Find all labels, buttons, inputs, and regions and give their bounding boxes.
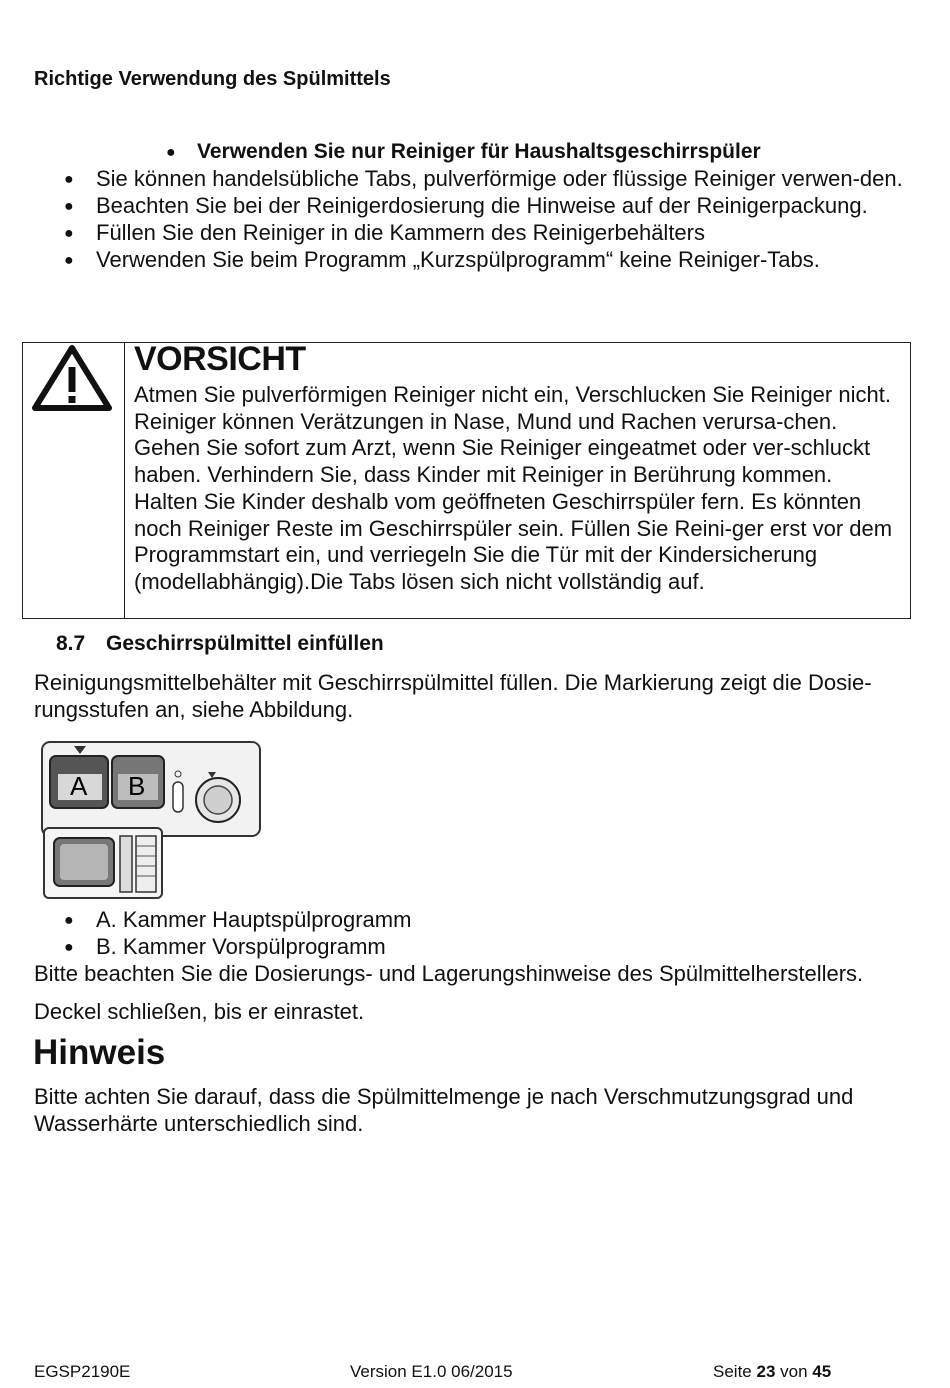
figure-label-b: B	[128, 771, 146, 801]
section-title: Geschirrspülmittel einfüllen	[106, 632, 384, 655]
detergent-dispenser-figure	[40, 740, 262, 900]
bold-bullet-list	[0, 138, 950, 165]
section-number: 8.7	[56, 632, 86, 655]
footer-version: Version E1.0 06/2015	[350, 1362, 513, 1381]
bullet-icon: ●	[64, 198, 74, 215]
footer-page-total: 45	[812, 1362, 832, 1381]
hint-heading: Hinweis	[33, 1033, 166, 1072]
list-item: ● B. Kammer Vorspülprogramm	[64, 934, 386, 959]
list-item: ● Verwenden Sie beim Programm „Kurzspülprogramm“ keine Reiniger-Tabs.	[64, 247, 820, 272]
paragraph-note: Bitte beachten Sie die Dosierungs- und Lagerungshinweise des Spülmittelherstellers.	[34, 961, 864, 986]
list-item: ● Beachten Sie bei der Reinigerdosierung die Hinweise auf der Reinigerpackung.	[64, 193, 868, 218]
footer-page-mid: von	[780, 1362, 808, 1381]
paragraph-close: Deckel schließen, bis er einrastet.	[34, 999, 365, 1024]
section-heading-usage: Richtige Verwendung des Spülmittels	[34, 68, 391, 90]
warning-triangle-icon	[32, 345, 112, 411]
footer-page	[713, 1362, 831, 1382]
warning-text: Atmen Sie pulverförmigen Reiniger nicht ein, Verschlucken Sie Reiniger nicht. Reiniger können Verätzungen in Nase, Mund und Rachen verursa-chen. Gehen Sie sofort zum Arzt, wenn Sie Reiniger eingeatmet oder ver-schluckt haben. Verhindern Sie, dass Kinder mit Reiniger in Berührung kommen. Halten Sie Kinder deshalb vom geöffneten Geschirrspüler fern. Es könnten noch Reiniger Reste im Geschirrspüler sein. Füllen Sie Reini-ger erst vor dem Programmstart ein, und verriegeln Sie die Tür mit der Kindersicherung (modellabhängig).Die Tabs lösen sich nicht vollständig auf.	[134, 382, 893, 594]
footer-page-number: 23	[756, 1362, 776, 1381]
bullet-list	[0, 165, 950, 273]
bullet-icon: ●	[166, 144, 176, 161]
list-item: ● Verwenden Sie nur Reiniger für Haushaltsgeschirrspüler	[0, 138, 950, 165]
bullet-icon: ●	[64, 225, 74, 242]
paragraph-fill: Reinigungsmittelbehälter mit Geschirrspülmittel füllen. Die Markierung zeigt die Dosie-rungsstufen an, siehe Abbildung.	[34, 670, 872, 722]
figure-label-a: A	[70, 771, 88, 801]
paragraph-hint: Bitte achten Sie darauf, dass die Spülmittelmenge je nach Verschmutzungsgrad und Wasserhärte unterschiedlich sind.	[34, 1084, 854, 1136]
warning-title: VORSICHT	[134, 340, 306, 378]
bullet-icon: ●	[64, 171, 74, 188]
list-item: ● Füllen Sie den Reiniger in die Kammern des Reinigerbehälters	[64, 220, 705, 245]
bullet-icon: ●	[64, 912, 74, 929]
bullet-icon: ●	[64, 252, 74, 269]
footer-page-prefix: Seite	[713, 1362, 752, 1381]
footer-model: EGSP2190E	[34, 1362, 131, 1381]
warning-divider	[124, 342, 125, 619]
chamber-list	[0, 906, 950, 960]
bullet-icon: ●	[64, 939, 74, 956]
list-item: ● A. Kammer Hauptspülprogramm	[64, 907, 412, 932]
list-item: ● Sie können handelsübliche Tabs, pulverförmige oder flüssige Reiniger verwen-den.	[64, 166, 903, 191]
